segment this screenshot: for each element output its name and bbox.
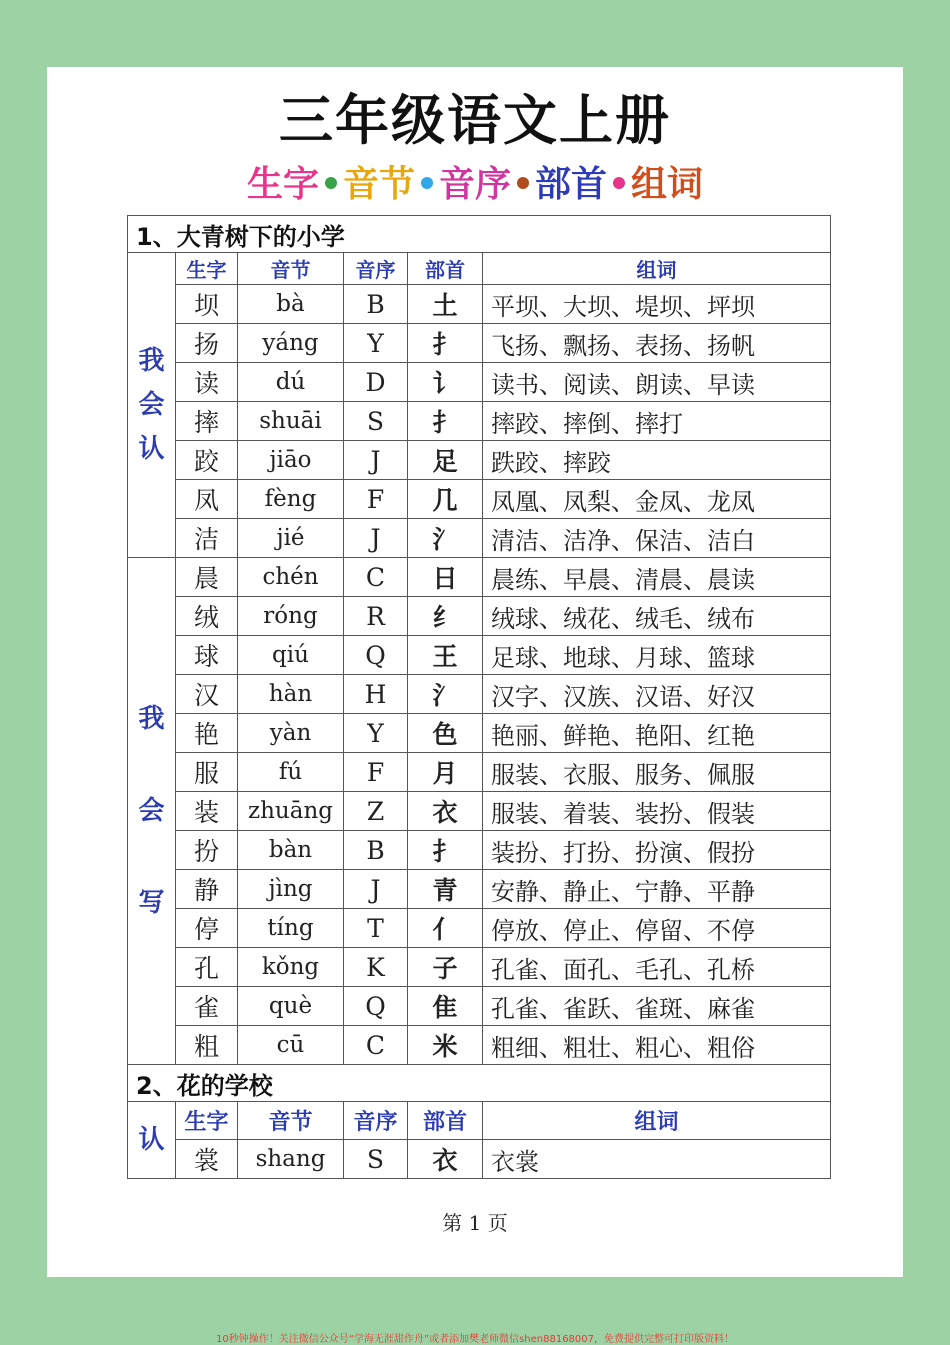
pink-dot-icon [613, 177, 625, 189]
table-row: 坝 bà B 土 平坝、大坝、堤坝、坪坝 [128, 285, 831, 324]
green-dot-icon [325, 177, 337, 189]
page-number: 第 1 页 [442, 1211, 508, 1235]
table-row: 装 zhuāng Z 衣 服装、着装、装扮、假装 [128, 792, 831, 831]
table-row: 扬 yáng Y 扌 飞扬、飘扬、表扬、扬帆 [128, 324, 831, 363]
table-row: 孔 kǒng K 子 孔雀、面孔、毛孔、孔桥 [128, 948, 831, 987]
table-row: 静 jìng J 青 安静、静止、宁静、平静 [128, 870, 831, 909]
subtitle-word-pinyin: 音节 [342, 164, 415, 205]
vocab-table [127, 215, 831, 1179]
header-pinyin: 音节 [238, 1102, 344, 1140]
subtitle-word-radical: 部首 [535, 164, 608, 205]
blue-dot-icon [421, 177, 433, 189]
table-row: 洁 jié J 氵 清洁、洁净、保洁、洁白 [128, 519, 831, 558]
table-row: 球 qiú Q 王 足球、地球、月球、篮球 [128, 636, 831, 675]
lesson-title: 1、大青树下的小学 [128, 216, 831, 253]
header-pinyin: 音节 [238, 253, 344, 285]
table-row: 摔 shuāi S 扌 摔跤、摔倒、摔打 [128, 402, 831, 441]
table-row: 裳 shang S 衣 衣裳 [128, 1140, 831, 1179]
header-radical: 部首 [408, 253, 483, 285]
lesson-title: 2、花的学校 [128, 1065, 831, 1102]
table-row: 凤 fèng F 几 凤凰、凤梨、金凤、龙凤 [128, 480, 831, 519]
table-row: 服 fú F 月 服装、衣服、服务、佩服 [128, 753, 831, 792]
table-row: 艳 yàn Y 色 艳丽、鲜艳、艳阳、红艳 [128, 714, 831, 753]
header-order: 音序 [344, 253, 408, 285]
subtitle [0, 156, 950, 207]
header-words: 组词 [483, 253, 831, 285]
table-row: 停 tíng T 亻 停放、停止、停留、不停 [128, 909, 831, 948]
footer-notice: 10秒钟操作！关注微信公众号“学海无涯甜作舟”或者添加樊老师微信shen88168007，免费提供完整可打印版资料！ [215, 1334, 735, 1345]
table-row: 雀 què Q 隹 孔雀、雀跃、雀斑、麻雀 [128, 987, 831, 1026]
group-label-recognize-2: 认 [128, 1102, 176, 1179]
page-title: 三年级语文上册 [279, 89, 671, 152]
header-char: 生字 [176, 253, 238, 285]
subtitle-word-char: 生字 [246, 164, 319, 205]
group-label-recognize: 我 会 认 [128, 253, 176, 558]
header-char: 生字 [176, 1102, 238, 1140]
table-row: 汉 hàn H 氵 汉字、汉族、汉语、好汉 [128, 675, 831, 714]
header-radical: 部首 [408, 1102, 483, 1140]
group-label-write: 我 会 写 [128, 558, 176, 1065]
table-row: 跤 jiāo J 足 跌跤、摔跤 [128, 441, 831, 480]
table-row: 我 会 写 晨 chén C 日 晨练、早晨、清晨、晨读 [128, 558, 831, 597]
subtitle-word-words: 组词 [631, 164, 704, 205]
table-row: 读 dú D 讠 读书、阅读、朗读、早读 [128, 363, 831, 402]
table-row: 粗 cū C 米 粗细、粗壮、粗心、粗俗 [128, 1026, 831, 1065]
header-words: 组词 [483, 1102, 831, 1140]
table-row: 扮 bàn B 扌 装扮、打扮、扮演、假扮 [128, 831, 831, 870]
brown-dot-icon [517, 177, 529, 189]
header-order: 音序 [344, 1102, 408, 1140]
subtitle-word-order: 音序 [438, 164, 511, 205]
table-row: 绒 róng R 纟 绒球、绒花、绒毛、绒布 [128, 597, 831, 636]
